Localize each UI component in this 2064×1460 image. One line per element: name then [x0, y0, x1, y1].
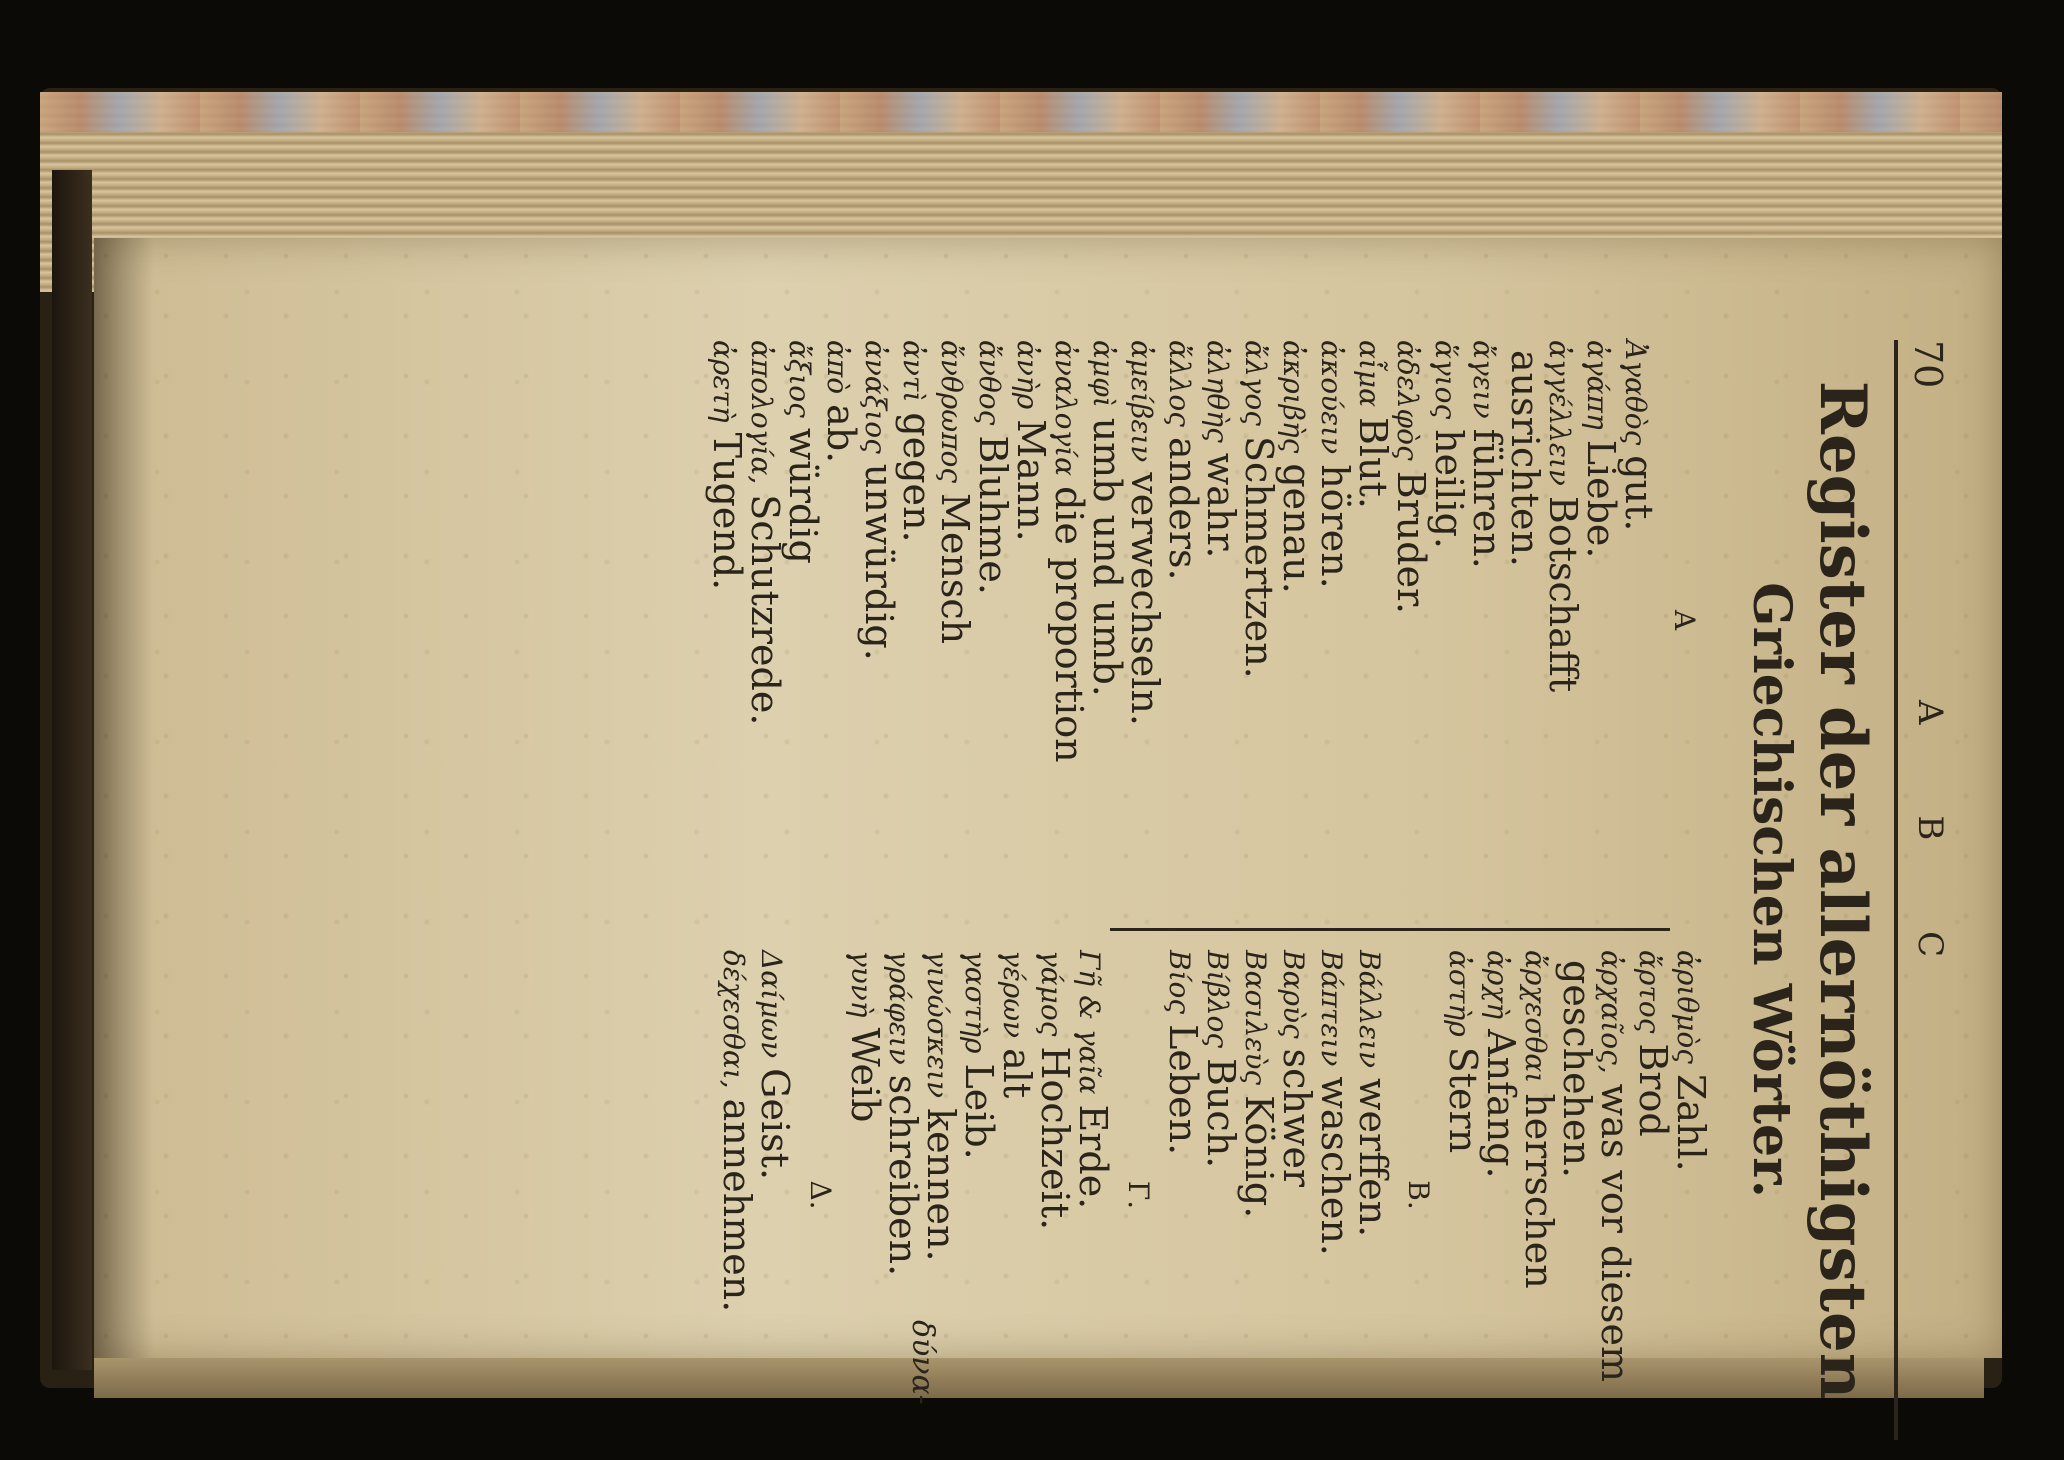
greek-word: Ἀγαθὸς: [1619, 340, 1652, 446]
german-gloss: Leib.: [957, 1063, 1001, 1160]
register-entry: [1313, 340, 1357, 900]
greek-word: ἀδελφὸς: [1391, 340, 1424, 461]
greek-word: ἀρχαῖος,: [1595, 950, 1628, 1074]
german-gloss: verwechseln.: [1123, 472, 1167, 726]
register-entry: [1085, 340, 1129, 900]
german-gloss: Liebe.: [1579, 439, 1623, 559]
german-gloss: Bruder.: [1389, 470, 1433, 615]
german-gloss: Geist.: [753, 1068, 797, 1181]
running-head: A B C: [1910, 700, 1950, 998]
greek-word: Βάπτειν: [1315, 950, 1348, 1067]
register-section: [1161, 950, 1444, 1440]
greek-word: ἀκριβὴς: [1277, 340, 1310, 454]
register-entry: [705, 340, 749, 900]
german-gloss: schreiben.: [881, 1074, 925, 1277]
register-entry: [753, 950, 797, 1440]
register-entry: [1275, 950, 1319, 1440]
greek-word: ἀμείβειν: [1125, 340, 1158, 463]
german-gloss: waschen.: [1313, 1076, 1357, 1256]
register-entry: [1009, 340, 1053, 900]
register-entry: [1579, 340, 1623, 900]
greek-word: ἄνθρωπος: [935, 340, 968, 484]
register-entry: [1593, 950, 1637, 1440]
german-gloss: Erde.: [1071, 1104, 1115, 1210]
section-letter: Δ.: [804, 1180, 837, 1210]
register-entry: [1617, 340, 1661, 900]
register-entry: [1351, 950, 1395, 1440]
greek-word: ἀπολογία,: [745, 340, 778, 485]
greek-word: ἄνθος: [973, 340, 1006, 426]
greek-word: ἄξιος: [783, 340, 816, 418]
register-entry: [1441, 950, 1485, 1440]
fold-shadow: [94, 238, 154, 1358]
german-gloss: Schutzrede.: [743, 494, 787, 726]
greek-word: Βαρὺς: [1277, 950, 1310, 1039]
german-gloss: führen.: [1465, 428, 1509, 569]
german-gloss: Mann.: [1009, 419, 1053, 542]
register-entry: [1123, 340, 1167, 900]
german-gloss: umb und umb.: [1085, 417, 1129, 697]
register-entry: [857, 340, 901, 900]
greek-word: Βίος: [1163, 950, 1196, 1015]
page-header: [1900, 340, 1950, 1460]
greek-word: ἀπὸ: [821, 340, 854, 395]
greek-word: ἄγειν: [1467, 340, 1500, 419]
register-entry: [1071, 950, 1115, 1440]
german-gloss: König.: [1237, 1095, 1281, 1219]
greek-word: ἀρετὴ: [707, 340, 740, 423]
greek-word: Βίβλος: [1201, 950, 1234, 1049]
register-entry: [1517, 950, 1561, 1440]
german-gloss: Blut.: [1351, 417, 1395, 509]
register-entry: [1237, 950, 1281, 1440]
catchword: δύνα-: [905, 1320, 940, 1405]
register-entry: [1199, 950, 1243, 1440]
german-gloss: Hochzeit.: [1033, 1046, 1077, 1231]
page-number: 70: [1906, 340, 1950, 389]
greek-word: ἄλλος: [1163, 340, 1196, 427]
register-entry: [1161, 340, 1205, 900]
greek-word: γινώσκειν: [921, 950, 954, 1099]
register-section: [705, 340, 1710, 900]
rotated-page-content: [450, 340, 1950, 1460]
section-letter: Γ.: [1122, 1180, 1155, 1210]
section-letter: B.: [1402, 1180, 1435, 1210]
greek-word: ἀμφὶ: [1087, 340, 1120, 408]
greek-word: ἀριθμὸς: [1671, 950, 1704, 1064]
register-entry: [971, 340, 1015, 900]
greek-word: ἀστὴρ: [1443, 950, 1476, 1037]
greek-word: ἀντὶ: [897, 340, 930, 403]
german-gloss: werffen.: [1351, 1078, 1395, 1238]
german-gloss: ausrichten.: [1503, 350, 1547, 568]
german-gloss: gegen.: [895, 412, 939, 543]
header-rule: [1894, 340, 1898, 1440]
german-gloss: Anfang.: [1479, 1029, 1523, 1179]
german-gloss: Mensch: [933, 493, 977, 645]
register-entry: [1047, 340, 1091, 900]
german-gloss: heilig.: [1427, 429, 1471, 549]
greek-word: ἀρχὴ: [1481, 950, 1514, 1020]
german-gloss: herrschen: [1517, 1093, 1561, 1289]
register-entry: [819, 340, 863, 900]
register-entry: [1351, 340, 1395, 900]
german-gloss: Bluhme.: [971, 435, 1015, 595]
right-column: [715, 950, 1713, 1440]
register-entry: [1199, 340, 1243, 900]
spine-shadow: [52, 170, 92, 1370]
register-entry: [957, 950, 1001, 1440]
register-entry: [1669, 950, 1713, 1440]
german-gloss: annehmen.: [715, 1098, 759, 1313]
german-gloss: was vor diesem: [1593, 1083, 1637, 1383]
german-gloss: kennen.: [919, 1108, 963, 1262]
german-gloss: Weib: [843, 1027, 887, 1123]
register-section: [715, 950, 846, 1440]
greek-word: ἄρχεσθαι: [1519, 950, 1552, 1084]
german-gloss: anders.: [1161, 436, 1205, 581]
greek-word: Βάλλειν: [1353, 950, 1386, 1069]
register-entry: [1555, 950, 1599, 1440]
german-gloss: Stern: [1441, 1046, 1485, 1154]
register-entry: [1237, 340, 1281, 900]
greek-word: ἄρτος: [1633, 950, 1666, 1034]
greek-word: γράφειν: [883, 950, 916, 1065]
greek-word: Βασιλεὺς: [1239, 950, 1272, 1086]
register-entry: [1161, 950, 1205, 1440]
register-entry: [1541, 340, 1585, 900]
german-gloss: Botschafft: [1541, 495, 1585, 693]
greek-word: γυνὴ: [845, 950, 878, 1018]
german-gloss: ab.: [819, 404, 863, 464]
greek-word: δέχεσθαι,: [717, 950, 750, 1089]
register-entry: [1033, 950, 1077, 1440]
register-entry: [1313, 950, 1357, 1440]
greek-word: ἀληθὴς: [1201, 340, 1234, 443]
german-gloss: unwürdig.: [857, 463, 901, 661]
register-entry: [1389, 340, 1433, 900]
register-section: [843, 950, 1164, 1440]
register-entry: [1503, 340, 1547, 900]
page-title: [1738, 340, 1880, 1440]
german-gloss: Zahl.: [1669, 1073, 1713, 1172]
marbled-edge: [40, 92, 2002, 132]
greek-word: ἄλγος: [1239, 340, 1272, 426]
greek-word: ἀγγέλλειν: [1543, 340, 1576, 486]
greek-word: γέρων: [997, 950, 1030, 1039]
register-entry: [1479, 950, 1523, 1440]
german-gloss: hören.: [1313, 464, 1357, 589]
title-line-2: Griechischen Wörter.: [1741, 582, 1802, 1198]
greek-word: ἀγάπη: [1581, 340, 1614, 430]
register-entry: [933, 340, 977, 900]
greek-word: Γῆ & γαῖα: [1073, 950, 1106, 1095]
register-entry: [995, 950, 1039, 1440]
left-column: [705, 340, 1710, 900]
register-section: [1441, 950, 1713, 1440]
german-gloss: gut.: [1617, 455, 1661, 532]
german-gloss: Schmertzen.: [1237, 435, 1281, 679]
section-letter: A: [1668, 609, 1701, 631]
register-entry: [743, 340, 787, 900]
german-gloss: alt: [995, 1048, 1039, 1099]
register-entry: [843, 950, 887, 1440]
greek-word: γάμος: [1035, 950, 1068, 1037]
register-entry: [1465, 340, 1509, 900]
greek-word: γαστὴρ: [959, 950, 992, 1054]
greek-word: ἀνάξιος: [859, 340, 892, 454]
register-entry: [715, 950, 759, 1440]
register-entry: [895, 340, 939, 900]
greek-word: Δαίμων: [755, 950, 788, 1059]
german-gloss: Buch.: [1199, 1058, 1243, 1169]
german-gloss: die proportion: [1047, 486, 1091, 763]
title-line-1: Register der allernöthigsten: [1805, 380, 1880, 1400]
german-gloss: Brod: [1631, 1043, 1675, 1137]
register-entry: [1631, 950, 1675, 1440]
german-gloss: geschehen.: [1555, 960, 1599, 1179]
german-gloss: schwer: [1275, 1048, 1319, 1188]
greek-word: αἷμα: [1353, 340, 1386, 407]
register-entry: [1427, 340, 1471, 900]
greek-word: ἀνὴρ: [1011, 340, 1044, 410]
register-entry: [1275, 340, 1319, 900]
register-entry: [781, 340, 825, 900]
german-gloss: Tugend.: [705, 432, 749, 591]
german-gloss: genau.: [1275, 463, 1319, 594]
column-divider: [1110, 928, 1670, 931]
german-gloss: Leben.: [1161, 1024, 1205, 1156]
german-gloss: würdig: [781, 427, 825, 564]
greek-word: ἀναλογία: [1049, 340, 1082, 477]
greek-word: ἅγιος: [1429, 340, 1462, 420]
german-gloss: wahr.: [1199, 452, 1243, 559]
greek-word: ἀκούειν: [1315, 340, 1348, 455]
